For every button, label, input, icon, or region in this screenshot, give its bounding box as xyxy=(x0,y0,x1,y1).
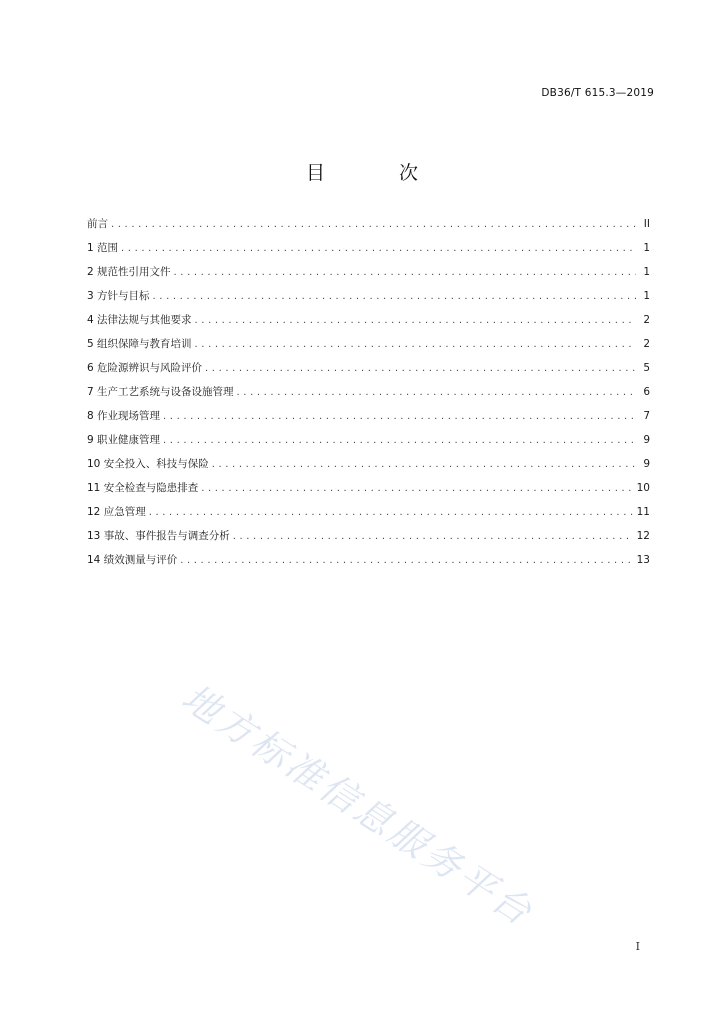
toc-entry[interactable] xyxy=(87,504,650,528)
toc-entry[interactable] xyxy=(87,264,650,288)
toc-leader-dots xyxy=(237,387,636,398)
toc-leader-dots xyxy=(201,483,632,494)
toc-entry-label: 11 安全检查与隐患排查 xyxy=(87,482,199,494)
toc-entry-page: 1 xyxy=(643,290,650,302)
toc-leader-dots xyxy=(195,315,636,326)
toc-entry-page: 11 xyxy=(636,506,650,518)
toc-entry-label: 10 安全投入、科技与保险 xyxy=(87,458,209,470)
toc-entry[interactable] xyxy=(87,360,650,384)
toc-entry-page: 1 xyxy=(643,266,650,278)
toc-leader-dots xyxy=(111,219,636,230)
toc-leader-dots xyxy=(163,411,636,422)
toc-entry-label: 13 事故、事件报告与调查分析 xyxy=(87,530,230,542)
toc-entry[interactable] xyxy=(87,552,650,576)
toc-entry[interactable] xyxy=(87,528,650,552)
toc-entry-page: 10 xyxy=(636,482,650,494)
toc-leader-dots xyxy=(233,531,633,542)
toc-leader-dots xyxy=(121,243,636,254)
toc-entry-label: 前言 xyxy=(87,218,108,230)
toc-entry-label: 8 作业现场管理 xyxy=(87,410,161,422)
toc-entry[interactable] xyxy=(87,312,650,336)
toc-entry-label: 3 方针与目标 xyxy=(87,290,150,302)
toc-entry[interactable] xyxy=(87,432,650,456)
toc-leader-dots xyxy=(153,291,636,302)
toc-entry-page: 1 xyxy=(643,242,650,254)
toc-entry[interactable] xyxy=(87,216,650,240)
toc-entry[interactable] xyxy=(87,288,650,312)
toc-entry-label: 6 危险源辨识与风险评价 xyxy=(87,362,203,374)
toc-entry-page: 7 xyxy=(643,410,650,422)
toc-leader-dots xyxy=(174,267,636,278)
toc-leader-dots xyxy=(195,339,636,350)
toc-entry-label: 12 应急管理 xyxy=(87,506,146,518)
toc-entry[interactable] xyxy=(87,336,650,360)
table-of-contents xyxy=(87,216,650,576)
document-code: DB36/T 615.3—2019 xyxy=(541,87,654,99)
toc-entry-label: 5 组织保障与教育培训 xyxy=(87,338,192,350)
toc-leader-dots xyxy=(149,507,633,518)
toc-entry-label: 7 生产工艺系统与设备设施管理 xyxy=(87,386,234,398)
toc-entry[interactable] xyxy=(87,480,650,504)
toc-entry[interactable] xyxy=(87,408,650,432)
toc-entry-page: 2 xyxy=(643,338,650,350)
toc-entry[interactable] xyxy=(87,240,650,264)
page-number: I xyxy=(635,940,640,953)
toc-entry-page: 13 xyxy=(636,554,650,566)
toc-entry[interactable] xyxy=(87,456,650,480)
watermark-text: 地方标准信息服务平台 xyxy=(174,675,542,936)
toc-leader-dots xyxy=(212,459,636,470)
toc-title: 目 次 xyxy=(305,162,453,184)
toc-entry-page: II xyxy=(643,218,650,230)
toc-entry-page: 9 xyxy=(643,434,650,446)
toc-entry-page: 5 xyxy=(643,362,650,374)
toc-leader-dots xyxy=(205,363,636,374)
toc-entry-label: 4 法律法规与其他要求 xyxy=(87,314,192,326)
toc-entry-page: 6 xyxy=(643,386,650,398)
toc-entry-page: 9 xyxy=(643,458,650,470)
toc-entry-label: 9 职业健康管理 xyxy=(87,434,161,446)
toc-entry-label: 14 绩效测量与评价 xyxy=(87,554,178,566)
toc-entry-label: 2 规范性引用文件 xyxy=(87,266,171,278)
toc-leader-dots xyxy=(180,555,632,566)
toc-leader-dots xyxy=(163,435,636,446)
toc-entry-page: 2 xyxy=(643,314,650,326)
toc-entry[interactable] xyxy=(87,384,650,408)
toc-entry-label: 1 范围 xyxy=(87,242,119,254)
toc-entry-page: 12 xyxy=(636,530,650,542)
